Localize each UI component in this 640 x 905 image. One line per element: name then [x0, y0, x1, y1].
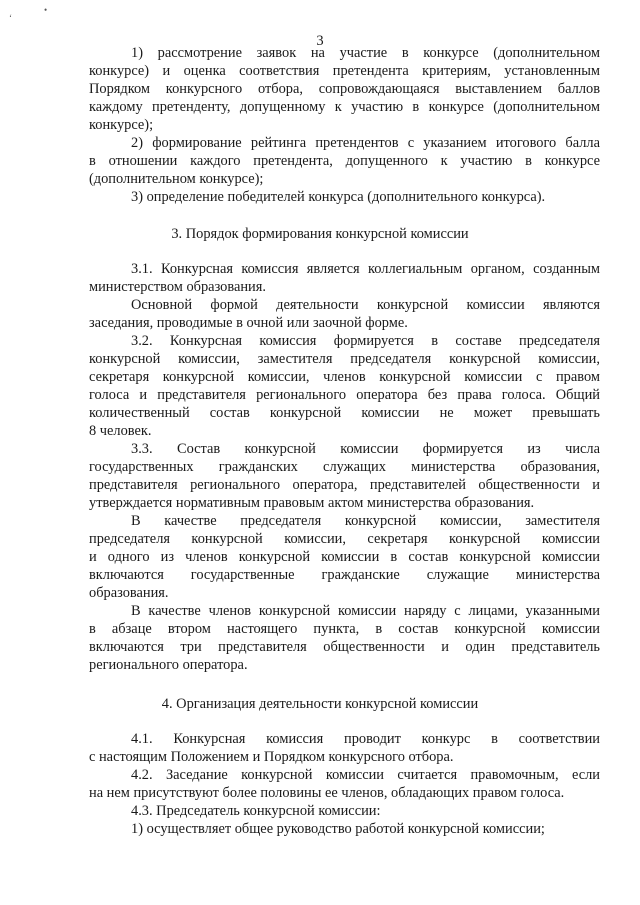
text-line: (дополнительном конкурсе); [89, 171, 264, 187]
text-line: включаются три представителя общественности и один представитель [89, 639, 600, 655]
text-line: на нем присутствуют более половины ее членов, обладающих правом голоса. [89, 785, 565, 801]
text-line: 2) формирование рейтинга претендентов с указанием итогового балла [131, 135, 600, 151]
text-line: министерством образования. [89, 279, 266, 295]
text-line: 3.3. Состав конкурсной комиссии формируется из числа [131, 441, 600, 457]
text-line: конкурсной комиссии, заместителя председателя конкурсной комиссии, [89, 351, 600, 367]
text-line: 4.1. Конкурсная комиссия проводит конкурс в соответствии [131, 731, 600, 747]
text-line: Порядком конкурсного отбора, сопровождающаяся выставлением баллов [89, 81, 600, 97]
text-line: конкурсе); [89, 117, 154, 133]
text-line: каждому претенденту, допущенному к участию в конкурсе (дополнительном [89, 99, 600, 115]
text-line: регионального оператора. [89, 657, 248, 673]
text-line: и одного из членов конкурсной комиссии в состав конкурсной комиссии [89, 549, 600, 565]
text-line: 4.2. Заседание конкурсной комиссии считается правомочным, если [131, 767, 600, 783]
section-heading: 3. Порядок формирования конкурсной комиссии [171, 226, 469, 242]
text-line: 4.3. Председатель конкурсной комиссии: [131, 803, 381, 819]
text-line: секретаря конкурсной комиссии, членов конкурсной комиссии с правом [89, 369, 600, 385]
text-line: заседания, проводимые в очной или заочной форме. [89, 315, 408, 331]
text-line: голоса и представителя регионального оператора без права голоса. Общий [89, 387, 600, 403]
text-line: включаются государственные гражданские служащие министерства [89, 567, 600, 583]
text-line: с настоящим Положением и Порядком конкурсного отбора. [89, 749, 454, 765]
text-line: конкурсе) и оценка соответствия претендента критериям, установленным [89, 63, 600, 79]
text-line: 3.2. Конкурсная комиссия формируется в составе председателя [131, 333, 600, 349]
text-line: в абзаце втором настоящего пункта, в состав конкурсной комиссии [89, 621, 600, 637]
text-line: 8 человек. [89, 423, 152, 439]
scan-artifact-mark: ʻ [9, 13, 12, 23]
text-line: В качестве членов конкурсной комиссии наряду с лицами, указанными [131, 603, 600, 619]
text-line: утверждается нормативным правовым актом министерства образования. [89, 495, 535, 511]
text-line: представителя регионального оператора, представителей общественности и [89, 477, 600, 493]
text-line: 1) осуществляет общее руководство работой конкурсной комиссии; [131, 821, 545, 837]
section-heading: 4. Организация деятельности конкурсной комиссии [161, 696, 479, 712]
text-line: 3.1. Конкурсная комиссия является коллегиальным органом, созданным [131, 261, 600, 277]
text-line: 3) определение победителей конкурса (дополнительного конкурса). [131, 189, 546, 205]
text-line: 1) рассмотрение заявок на участие в конкурсе (дополнительном [131, 45, 600, 61]
text-line: председателя конкурсной комиссии, секретаря конкурсной комиссии [89, 531, 600, 547]
text-line: количественный состав конкурсной комиссии не может превышать [89, 405, 600, 421]
scan-artifact-dot: • [44, 5, 48, 15]
page-number: 3 [316, 33, 324, 49]
text-line: В качестве председателя конкурсной комиссии, заместителя [131, 513, 600, 529]
text-line: в отношении каждого претендента, допущенного к участию в конкурсе [89, 153, 600, 169]
text-line: Основной формой деятельности конкурсной комиссии являются [131, 297, 600, 313]
text-line: образования. [89, 585, 169, 601]
text-line: государственных гражданских служащих министерства образования, [89, 459, 600, 475]
